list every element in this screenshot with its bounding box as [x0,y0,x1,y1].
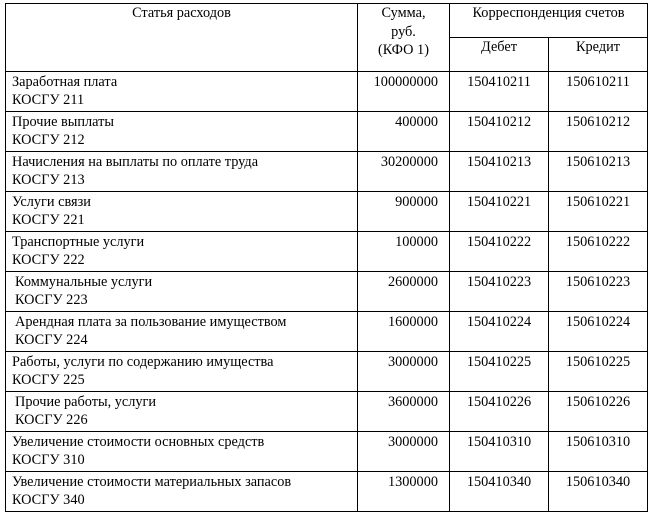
table-row [6,72,648,112]
row-sum: 3000000 [358,432,450,472]
row-sum: 3000000 [358,352,450,392]
table-row [6,432,648,472]
row-item [6,352,358,392]
header-debit: Дебет [450,38,549,72]
table-row [6,392,648,432]
row-item-name: Заработная плата [12,74,118,90]
header-item: Статья расходов [6,4,358,72]
row-sum: 100000000 [358,72,450,112]
row-item [6,232,358,272]
row-item-name: Услуги связи [12,194,91,210]
row-item [6,432,358,472]
row-item-kosgu: КОСГУ 340 [12,492,85,508]
row-sum: 1300000 [358,472,450,512]
row-item-name: Арендная плата за пользование имуществом [15,314,287,330]
expense-correspondence-table [5,3,648,512]
row-item-kosgu: КОСГУ 211 [12,92,85,108]
row-credit: 150610225 [549,352,648,392]
header-sum-line3: (КФО 1) [378,42,429,58]
table-row [6,472,648,512]
row-debit: 150410223 [450,272,549,312]
row-debit: 150410212 [450,112,549,152]
row-item-name: Транспортные услуги [12,234,145,250]
table-row [6,112,648,152]
table-row [6,312,648,352]
table-row [6,152,648,192]
row-item [6,272,358,312]
row-sum: 3600000 [358,392,450,432]
row-credit: 150610212 [549,112,648,152]
row-sum: 900000 [358,192,450,232]
row-debit: 150410310 [450,432,549,472]
row-item [6,312,358,352]
row-sum: 30200000 [358,152,450,192]
row-item-name: Работы, услуги по содержанию имущества [12,354,274,370]
row-item-kosgu: КОСГУ 223 [15,292,88,308]
header-sum-line2: руб. [391,23,416,40]
row-credit: 150610310 [549,432,648,472]
row-credit: 150610222 [549,232,648,272]
row-item-kosgu: КОСГУ 226 [15,412,88,428]
row-sum: 2600000 [358,272,450,312]
row-item-kosgu: КОСГУ 221 [12,212,85,228]
row-item [6,472,358,512]
row-debit: 150410340 [450,472,549,512]
row-debit: 150410211 [450,72,549,112]
table-row [6,232,648,272]
row-item-kosgu: КОСГУ 212 [12,132,85,148]
row-item-kosgu: КОСГУ 213 [12,172,85,188]
row-item-name: Увеличение стоимости основных средств [12,434,265,450]
row-item [6,72,358,112]
row-item [6,392,358,432]
row-item-name: Начисления на выплаты по оплате труда [12,154,259,170]
header-row [6,4,648,38]
header-credit: Кредит [549,38,648,72]
row-item-kosgu: КОСГУ 222 [12,252,85,268]
header-sum [358,4,450,72]
row-debit: 150410221 [450,192,549,232]
row-credit: 150610221 [549,192,648,232]
row-item-kosgu: КОСГУ 225 [12,372,85,388]
row-sum: 400000 [358,112,450,152]
row-credit: 150610211 [549,72,648,112]
row-item-name: Увеличение стоимости материальных запасов [12,474,292,490]
row-item-kosgu: КОСГУ 224 [15,332,88,348]
table-row [6,272,648,312]
row-debit: 150410213 [450,152,549,192]
row-debit: 150410224 [450,312,549,352]
row-sum: 1600000 [358,312,450,352]
row-debit: 150410222 [450,232,549,272]
row-credit: 150610213 [549,152,648,192]
row-item-name: Прочие работы, услуги [15,394,157,410]
header-sum-line1: Сумма, [381,5,426,21]
row-item [6,112,358,152]
row-debit: 150410226 [450,392,549,432]
row-credit: 150610224 [549,312,648,352]
row-item [6,192,358,232]
row-sum: 100000 [358,232,450,272]
row-credit: 150610340 [549,472,648,512]
row-credit: 150610226 [549,392,648,432]
table-row [6,352,648,392]
row-item-name: Прочие выплаты [12,114,114,130]
row-credit: 150610223 [549,272,648,312]
row-item-name: Коммунальные услуги [15,274,153,290]
row-item [6,152,358,192]
header-correspondence: Корреспонденция счетов [450,4,648,38]
row-debit: 150410225 [450,352,549,392]
table-row [6,192,648,232]
row-item-kosgu: КОСГУ 310 [12,452,85,468]
